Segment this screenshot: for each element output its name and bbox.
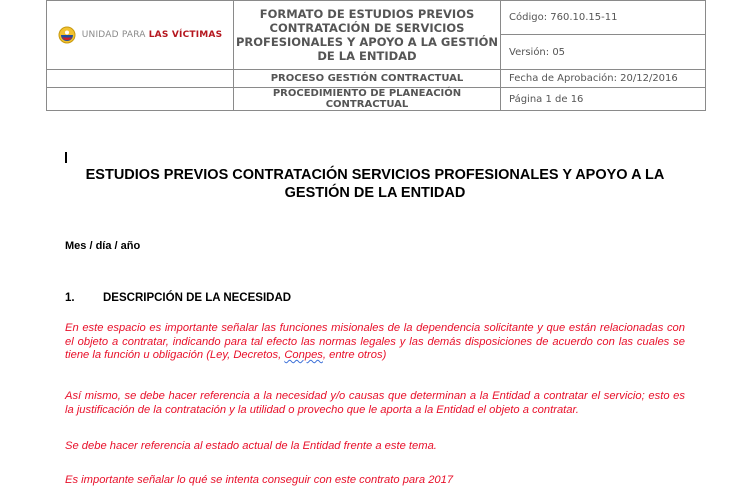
logo-text: UNIDAD PARA: [81, 30, 149, 40]
section-number: 1.: [65, 292, 75, 304]
text-cursor: [65, 152, 67, 163]
version-field: Versión: 05: [501, 35, 706, 70]
code-field: Código: 760.10.15-11: [501, 1, 706, 35]
instruction-paragraph-goal: Es importante señalar lo qué se intenta conseguir con este contrato para 2017: [65, 474, 454, 486]
instruction-paragraph-need: Así mismo, se debe hacer referencia a la necesidad y/o causas que determinan a la Entidad a contratar el servicio; esto es la justificación de la contratación y la utilidad o provecho que le aporta a la Entidad el objeto a contratar.: [65, 390, 685, 416]
colombia-seal-icon: [58, 26, 76, 44]
logo-cell: [47, 1, 234, 70]
instruction-paragraph-current-state: Se debe hacer referencia al estado actual de la Entidad frente a este tema.: [65, 440, 437, 452]
format-title: FORMATO DE ESTUDIOS PREVIOS CONTRATACIÓN DE SERVICIOS PROFESIONALES Y APOYO A LA GESTIÓN DE LA ENTIDAD: [234, 1, 501, 70]
procedure-name: PROCEDIMIENTO DE PLANEACIÓN CONTRACTUAL: [234, 88, 501, 111]
date-label: Mes / día / año: [65, 240, 141, 252]
approval-date: Fecha de Aprobación: 20/12/2016: [501, 70, 706, 88]
unidad-victimas-logo: [47, 26, 233, 44]
instruction-paragraph-functions: En este espacio es importante señalar las funciones misionales de la dependencia solicitante y que están relacionadas con el objeto a contratar, indicando para tal efecto las normas legales y las demás disposiciones de acuerdo con las cuales se tiene la función u obligación (Ley, Decretos, Conpes, entre otros): [65, 322, 685, 361]
section-heading: [65, 292, 685, 304]
spellcheck-word: Conpes: [284, 349, 323, 361]
process-name: PROCESO GESTIÓN CONTRACTUAL: [234, 70, 501, 88]
section-title: DESCRIPCIÓN DE LA NECESIDAD: [103, 292, 292, 304]
document-header-table: [46, 0, 706, 111]
document-title: ESTUDIOS PREVIOS CONTRATACIÓN SERVICIOS PROFESIONALES Y APOYO A LA GESTIÓN DE LA ENTIDAD: [85, 167, 665, 201]
logo-text-bold: LAS VÍCTIMAS: [148, 30, 223, 40]
page-number: Página 1 de 16: [501, 88, 706, 111]
